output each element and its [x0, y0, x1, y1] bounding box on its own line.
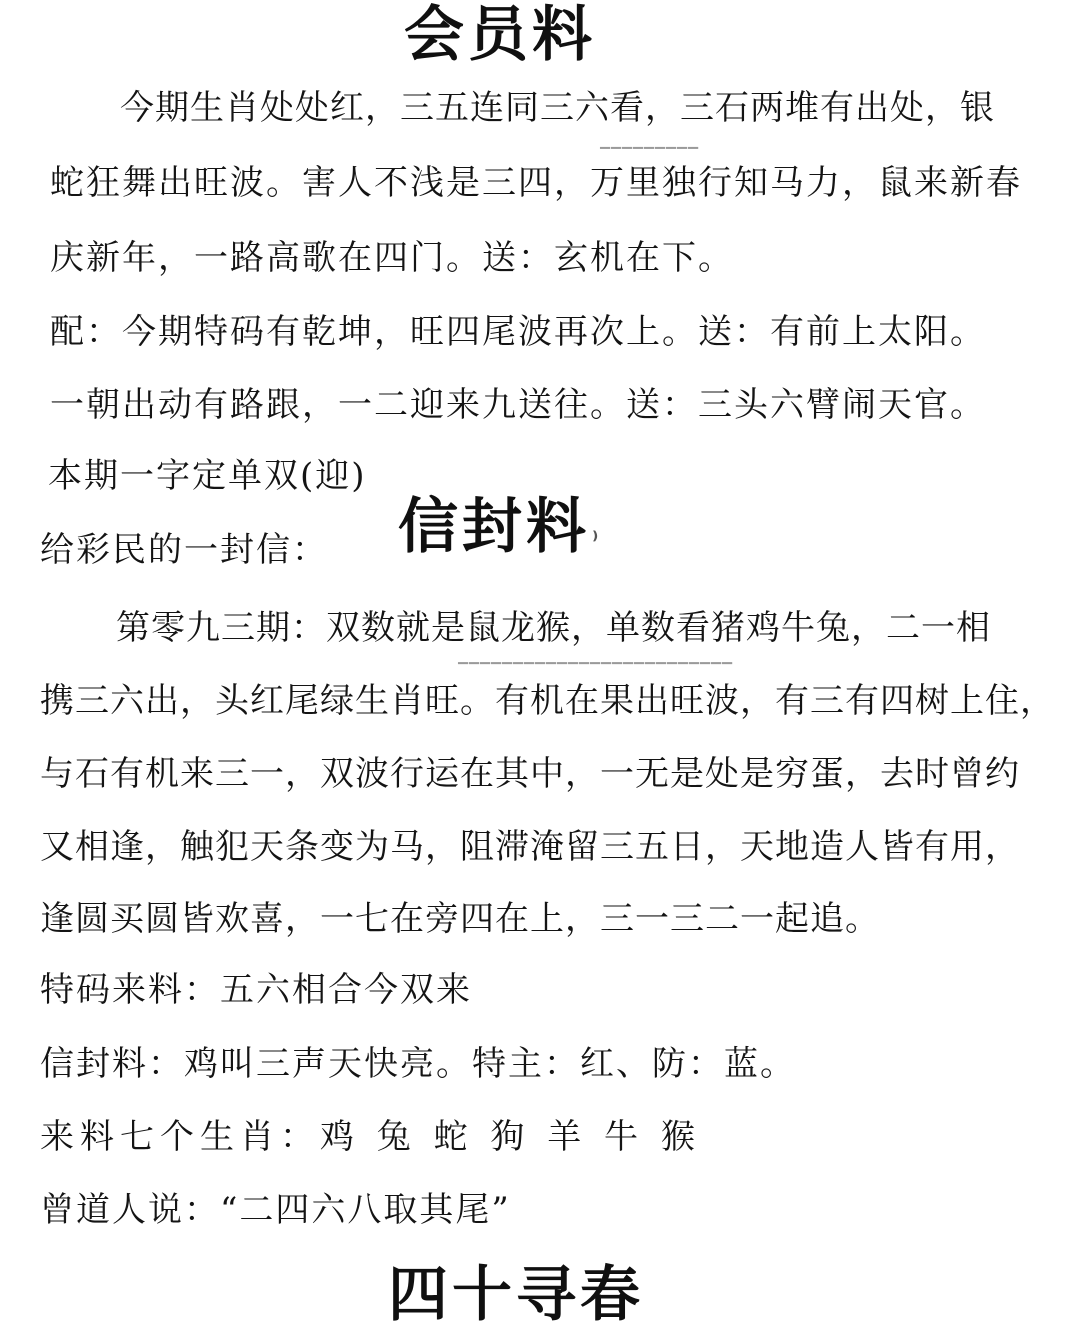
members-line-3: 庆新年，一路高歌在四门。送：玄机在下。 — [50, 238, 734, 278]
letter-line-2: 携三六出，头红尾绿生肖旺。有机在果出旺波，有三有四树上住， — [40, 681, 1055, 721]
members-line-1: 今期生肖处处红，三五连同三六看，三石两堆有出处，银 — [120, 88, 995, 128]
members-line-6: 本期一字定单双(迎) — [48, 456, 367, 496]
members-line-2: 蛇狂舞出旺波。害人不浅是三四，万里独行知马力，鼠来新春 — [50, 163, 1022, 203]
letter-title-text: 信封料 — [398, 492, 590, 562]
scan-faint-mark: ▔▔▔▔▔▔▔▔▔ — [600, 148, 699, 163]
envelope-line: 信封料：鸡叫三声天快亮。特主：红、防：蓝。 — [40, 1044, 796, 1084]
letter-line-1: 第零九三期：双数就是鼠龙猴，单数看猪鸡牛兔，二一相 — [116, 608, 991, 648]
letter-line-5: 逢圆买圆皆欢喜，一七在旁四在上，三一三二一起追。 — [40, 899, 880, 939]
members-line-4: 配：今期特码有乾坤，旺四尾波再次上。送：有前上太阳。 — [50, 312, 986, 352]
seven-zodiacs-line: 来料七个生肖：鸡 兔 蛇 狗 羊 牛 猴 — [40, 1117, 701, 1157]
letter-line-4: 又相逢，触犯天条变为马，阻滞淹留三五日，天地造人皆有用， — [40, 827, 1020, 867]
saying-line: 曾道人说：“二四六八取其尾” — [40, 1190, 511, 1230]
letter-line-3: 与石有机来三一，双波行运在其中，一无是处是穷蛋，去时曾约 — [40, 754, 1020, 794]
scan-faint-mark: ▁▁▁▁▁▁▁▁▁▁▁▁▁▁▁▁▁▁▁▁▁▁▁▁▁ — [458, 650, 733, 665]
members-line-5: 一朝出动有路跟，一二迎来九送往。送：三头六臂闹天官。 — [50, 385, 986, 425]
bottom-title: 四十寻春 — [388, 1260, 644, 1330]
letter-title — [398, 494, 602, 574]
scan-tick-mark: ⁾ — [592, 528, 603, 553]
members-title: 会员料 — [404, 0, 596, 70]
letter-intro: 给彩民的一封信： — [40, 530, 328, 570]
special-code-line: 特码来料：五六相合今双来 — [40, 970, 472, 1010]
